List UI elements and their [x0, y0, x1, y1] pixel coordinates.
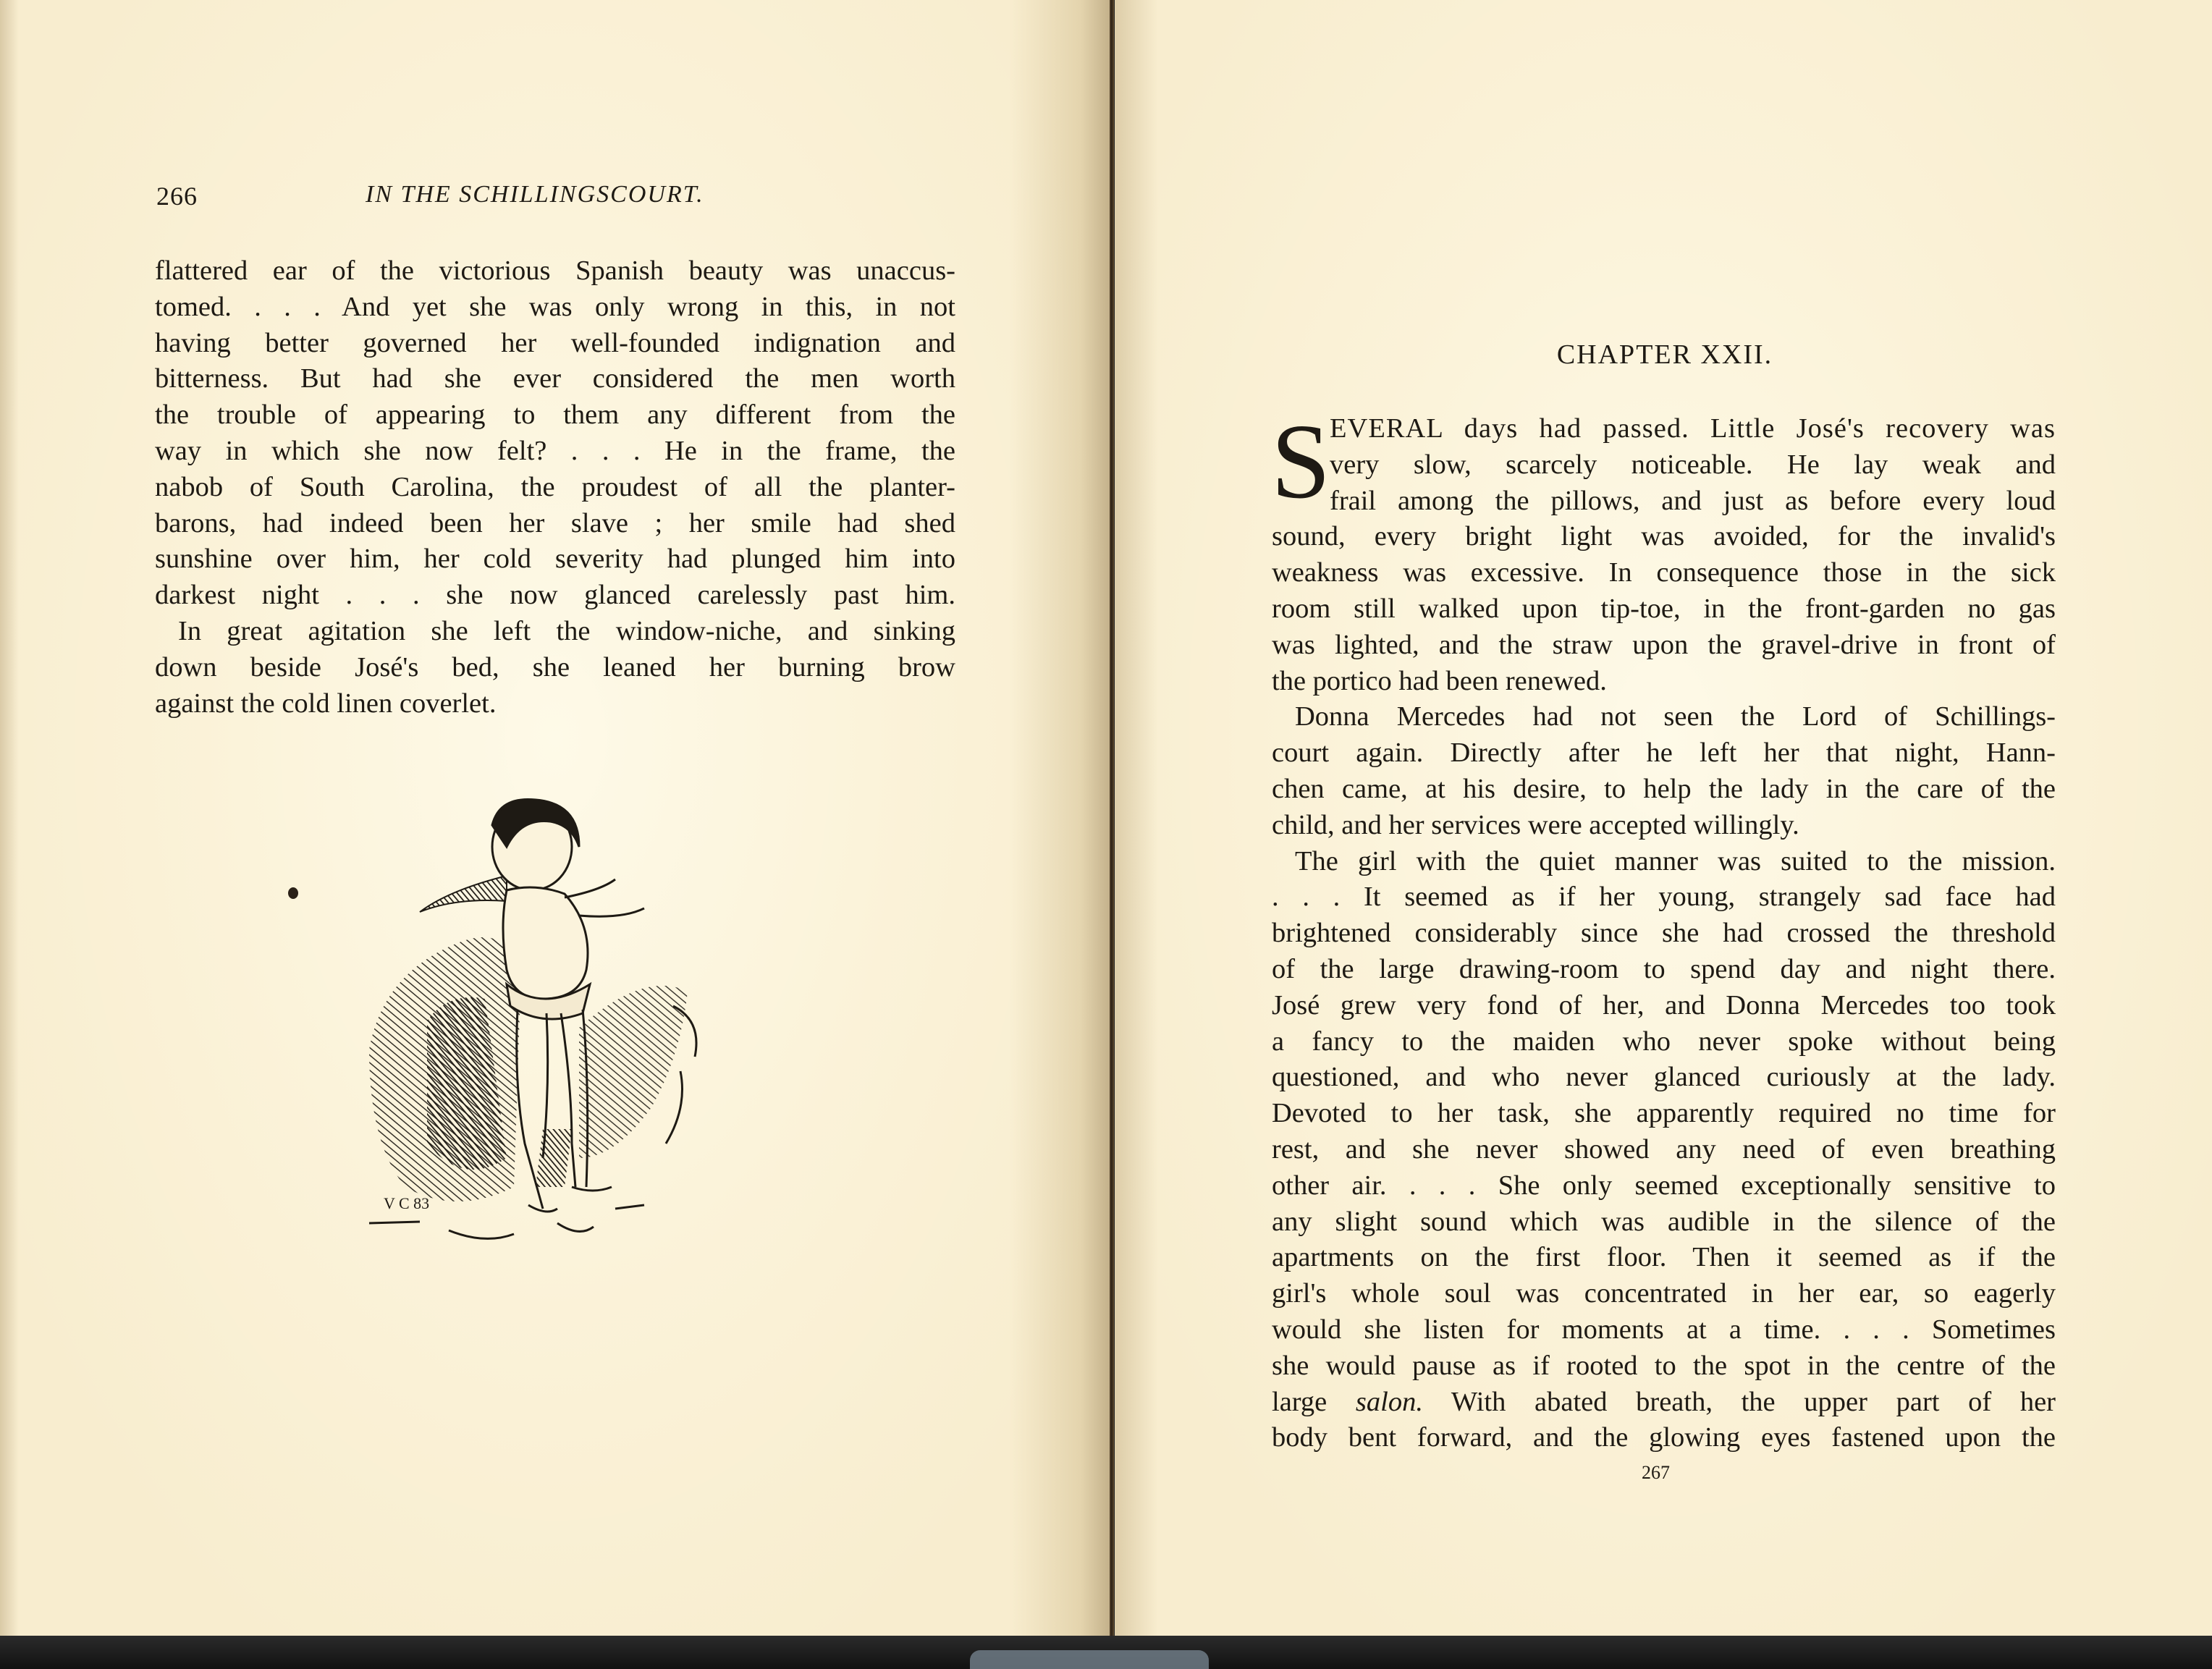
left-page	[0, 0, 1111, 1641]
text-line: other air. . . . She only seemed exceptionally sensitive to	[1272, 1170, 2056, 1201]
text-line: EVERAL days had passed. Little José's recovery was	[1330, 413, 2056, 444]
text-line: body bent forward, and the glowing eyes fastened upon the	[1272, 1422, 2056, 1453]
text-line: the trouble of appearing to them any different from the	[155, 400, 955, 431]
text-line: barons, had indeed been her slave ; her smile had shed	[155, 507, 955, 538]
text-line: room still walked upon tip-toe, in the front-garden no gas	[1272, 593, 2056, 624]
right-page-body	[1271, 402, 2056, 1456]
text-line: a fancy to the maiden who never spoke without being	[1272, 1026, 2056, 1057]
book-gutter	[1110, 0, 1114, 1644]
text-line: José grew very fond of her, and Donna Mercedes too took	[1272, 989, 2056, 1021]
text-line: flattered ear of the victorious Spanish beauty was unaccus-	[155, 255, 955, 286]
page-number-left: 266	[156, 182, 198, 211]
paragraph-start-line: In great agitation she left the window-niche, and sinking	[178, 615, 955, 646]
text-line: brightened considerably since she had crossed the threshold	[1272, 918, 2056, 949]
artist-signature: V C 83	[384, 1194, 430, 1212]
text-line: down beside José's bed, she leaned her burning brow	[155, 651, 955, 683]
italic-word: salon.	[1355, 1386, 1423, 1417]
text-line: the portico had been renewed.	[1272, 665, 1607, 696]
text-line: of the large drawing-room to spend day and night there.	[1272, 953, 2056, 984]
text-line: way in which she now felt? . . . He in the frame, the	[155, 435, 955, 466]
text-line: would she listen for moments at a time. . . . Sometimes	[1272, 1314, 2056, 1345]
text-line: rest, and she never showed any need of even breathing	[1272, 1133, 2056, 1165]
text-line: having better governed her well-founded indignation and	[155, 327, 955, 358]
text-line: was lighted, and the straw upon the gravel-drive in front of	[1272, 629, 2056, 660]
wing	[420, 876, 507, 912]
text-line: apartments on the first floor. Then it seemed as if the	[1272, 1242, 2056, 1273]
text-line: court again. Directly after he left her that night, Hann-	[1272, 738, 2056, 769]
text-line: . . . It seemed as if her young, strangely sad face had	[1272, 882, 2056, 913]
text-line: bitterness. But had she ever considered the men worth	[155, 363, 955, 394]
text-line: nabob of South Carolina, the proudest of all the planter-	[155, 471, 955, 502]
text-line: any slight sound which was audible in the silence of the	[1272, 1206, 2056, 1237]
running-head: IN THE SCHILLINGSCOURT.	[366, 181, 704, 208]
text-line: against the cold linen coverlet.	[155, 688, 497, 719]
paragraph-start-line: The girl with the quiet manner was suited to the mission.	[1295, 845, 2056, 876]
text-line: sunshine over him, her cold severity had plunged him into	[155, 544, 955, 575]
text-line: child, and her services were accepted willingly.	[1272, 809, 1799, 840]
text-line: chen came, at his desire, to help the lady in the care of the	[1272, 773, 2056, 804]
text-line: Devoted to her task, she apparently required no time for	[1272, 1098, 2056, 1129]
drop-cap: S	[1271, 402, 1331, 521]
text-line: she would pause as if rooted to the spot in the centre of the	[1272, 1350, 2056, 1381]
scan-edge	[970, 1650, 1209, 1669]
text-line: darkest night . . . she now glanced carelessly past him.	[155, 580, 955, 611]
ink-spot	[288, 887, 298, 899]
text-line: questioned, and who never glanced curiously at the lady.	[1272, 1062, 2056, 1093]
text-line: tomed. . . . And yet she was only wrong in this, in not	[155, 291, 955, 322]
text-line-with-italic	[1272, 1385, 2056, 1421]
text-line: very slow, scarcely noticeable. He lay weak and	[1330, 449, 2056, 480]
page-number-right: 267	[1642, 1462, 1670, 1483]
paragraph-start-line: Donna Mercedes had not seen the Lord of Schillings-	[1295, 701, 2056, 732]
cherub-illustration	[340, 782, 731, 1274]
text-line: weakness was excessive. In consequence those in the sick	[1272, 557, 2056, 588]
text-line: sound, every bright light was avoided, for the invalid's	[1272, 521, 2056, 552]
text-line: girl's whole soul was concentrated in her ear, so eagerly	[1272, 1278, 2056, 1309]
text-line: frail among the pillows, and just as before every loud	[1330, 485, 2056, 516]
text-fragment: large	[1272, 1386, 1356, 1417]
chapter-title: CHAPTER XXII.	[1556, 339, 1773, 370]
left-page-body	[155, 253, 955, 722]
text-fragment: With abated breath, the upper part of her	[1422, 1386, 2056, 1417]
